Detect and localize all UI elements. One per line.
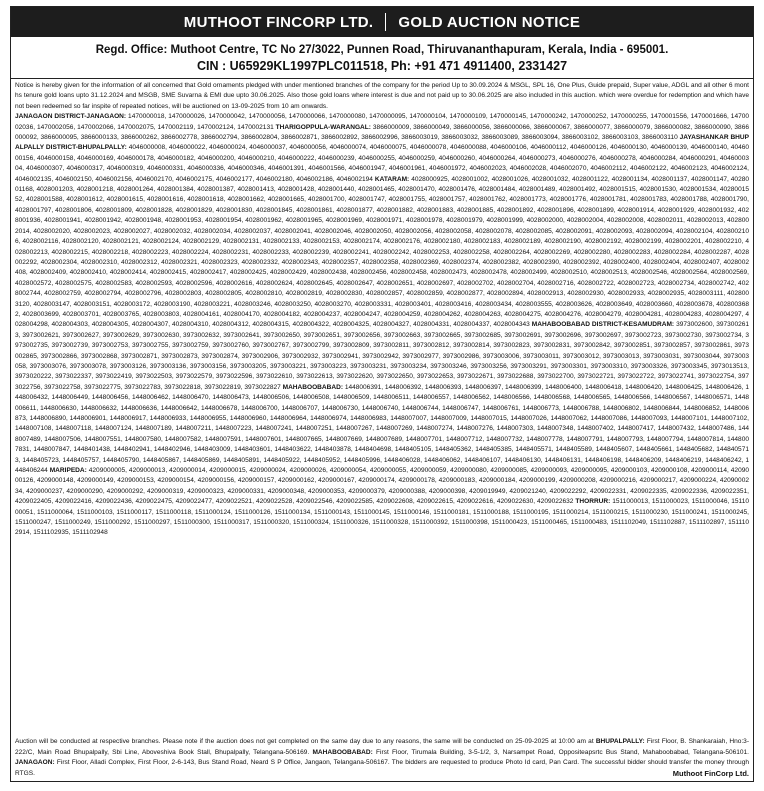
- notice-title: GOLD AUCTION NOTICE: [398, 13, 581, 31]
- auction-notice: [10, 6, 754, 782]
- auction-footer: [15, 737, 749, 779]
- notice-body: [11, 79, 753, 539]
- loan-list: 1511000013, 1511000023, 1511000046, 1511000051, 1511000064, 1511000103, 1511000117, 1511000118, 1511000124, 1511000126, 1511000134, 1511000143, 1511000145, 1511000146, 1511000181, 1511000188, 1511000195, 1511000214, 1511000215, 1511000230, 1511000241, 1511000245, 1511000247, 1511000249, 1511000292, 1511000297, 1511000300, 1511000317, 1511000320, 1511000324, 1511000326, 1511000328, 1511000392, 1511000398, 1511000423, 1511000465, 1511000483, 1511102049, 1511102887, 1511102897, 1511102914, 1511102935, 1511102948: [15, 498, 749, 537]
- intro-paragraph: Notice is hereby given for the information of all concerned that Gold ornaments pledged with under mentioned branches of the company for the period Up to 30.09.2024 & MSGL, SPL 16, One Plus, Guide prepaid, Super value, ADGL and all other 6 months tenure gold loans upto 31.12.2024 and MSGB, SME Suvarna & EMI due upto 30.06.2025. Also those gold loans where interest is due and not paid up to 30.06.2025 are also included in this auction. which were overdue for redemption and which have not been redeemed so far inspite of repeated notices, will be auctioned on 13-09-2025 from 10 am onwards.: [15, 82, 749, 110]
- branch-heading: THORRUR:: [575, 498, 611, 506]
- district-heading: JAYASHANKAR BHUPALPALLY DISTRICT-BHUPALPALLY:: [15, 134, 749, 152]
- cin-phone: CIN : U65929KL1997PLC011518, Ph: +91 471 4911400, 2331427: [196, 59, 568, 73]
- loan-list: 4046000008, 4046000022, 4046000024, 4046000037, 4046000056, 4046000074, 4046000075, 4046000078, 4046000088, 4046000106, 4046000112, 4046000126, 4046000130, 4046000139, 4046000140, 4046000156, 4046000158, 4046000169, 4046000178, 4046000182, 4046000200, 4046000210, 4046000222, 4046000239, 4046000255, 4046000259, 4046000260, 4046000264, 4046000273, 4046000276, 4046000278, 4046000284, 4046000291, 4046000304, 4046000307, 4046000317, 4046000319, 4046000331, 4046000336, 4046000346, 4046001391, 4046001566, 4046001947, 4046001961, 4046001972, 4046002023, 4046002028, 4046002070, 4046002112, 4046002122, 4046002123, 4046002124, 4046002135, 4046002150, 4046002156, 4046002170, 4046002175, 4046002177, 4046002180, 4046002186, 4046002194: [15, 144, 750, 183]
- loan-list: 4209000005, 4209000013, 4209000014, 4209000015, 4209000024, 4209000026, 4209000054, 4209000055, 4209000059, 4209000080, 4209000085, 4209000093, 4209000095, 4209000103, 4209000108, 4209000114, 4209000126, 4209000148, 4209000149, 4209000153, 4209000154, 4209000156, 4209000157, 4209000162, 4209000167, 4209000174, 4209000178, 4209000183, 4209000184, 4209000199, 4209000208, 4209000216, 4209000217, 4209000224, 4209000234, 4209000237, 4209000290, 4209000292, 4209000319, 4209000323, 4209000331, 4209000348, 4209000353, 4209000379, 4209000388, 4209000398, 4209019949, 4209021240, 4209022292, 4209022331, 4209022335, 4209022336, 4209022351, 4209022405, 4209022416, 4209022436, 4209022475, 4209022477, 4209022521, 4209022528, 4209022546, 4209022585, 4209022608, 4209022615, 4209022616, 4209022630, 4209022632: [15, 467, 749, 506]
- venue-name: JANAGAON:: [15, 759, 55, 767]
- loan-list: 3866000009, 3866000049, 3866000056, 3866000066, 3866000067, 3866000077, 3866000079, 3866000082, 3866000090, 3866000092, 3866000095, 3866000133, 3866000262, 3866002778, 3866002794, 3866002804, 3866002871, 3866002892, 3866002996, 3866003019, 3866003032, 3866003089, 3866003094, 3866003102, 3866003103, 3866003110: [15, 123, 749, 142]
- loan-list: 4028000925, 4028001002, 4028001026, 4028001032, 4028001122, 4028001134, 4028001137, 4028001147, 4028001168, 4028001203, 4028001218, 4028001264, 4028001384, 4028001387, 4028001413, 4028001428, 4028001440, 4028001465, 4028001470, 4028001476, 4028001484, 4028001489, 4028001492, 4028001515, 4028001530, 4028001534, 4028001552, 4028001588, 4028001612, 4028001615, 4028001616, 4028001618, 4028001662, 4028001665, 4028001700, 4028001747, 4028001755, 4028001757, 4028001762, 4028001773, 4028001776, 4028001781, 4028001783, 4028001788, 4028001790, 4028001797, 4028001806, 4028001809, 4028001828, 4028001829, 4028001830, 4028001845, 4028001861, 4028001877, 4028001882, 4028001883, 4028001885, 4028001892, 4028001896, 4028001899, 4028001914, 4028001929, 4028001932, 4028001936, 4028001941, 4028001942, 4028001948, 4028001953, 4028001954, 4028001962, 4028001965, 4028001969, 4028001971, 4028001978, 4028001979, 4028001999, 4028002000, 4028002004, 4028002008, 4028002011, 4028002013, 4028002014, 4028002020, 4028002023, 4028002027, 4028002032, 4028002034, 4028002037, 4028002041, 4028002046, 4028002050, 4028002056, 4028002058, 4028002078, 4028002085, 4028002091, 4028002093, 4028002094, 4028002104, 4028002106, 4028002116, 4028002120, 4028002121, 4028002124, 4028002129, 4028002131, 4028002133, 4028002153, 4028002174, 4028002176, 4028002180, 4028002183, 4028002189, 4028002190, 4028002192, 4028002199, 4028002201, 4028002210, 4028002213, 4028002215, 4028002218, 4028002223, 4028002224, 4028002231, 4028002233, 4028002239, 4028002241, 4028002242, 4028002253, 4028002258, 4028002264, 4028002269, 4028002280, 4028002283, 4028002284, 4028002287, 4028002292, 4028002304, 4028002310, 4028002312, 4028002321, 4028002323, 4028002332, 4028002343, 4028002357, 4028002358, 4028002369, 4028002374, 4028002382, 4028002390, 4028002392, 4028002400, 4028002404, 4028002407, 4028002408, 4028002409, 4028002410, 4028002414, 4028002415, 4028002417, 4028002425, 4028002429, 4028002438, 4028002456, 4028002458, 4028002473, 4028002478, 4028002499, 4028002510, 4028002513, 4028002546, 4028002564, 4028002569, 4028002572, 4028002575, 4028002583, 4028002593, 4028002596, 4028002616, 4028002624, 4028002645, 4028002647, 4028002651, 4028002697, 4028002702, 4028002704, 4028002716, 4028002722, 4028002723, 4028002734, 4028002742, 4028002744, 4028002759, 4028002794, 4028002796, 4028002803, 4028002805, 4028002810, 4028002819, 4028002830, 4028002857, 4028002859, 4028002877, 4028002894, 4028002913, 4028002930, 4028002933, 4028002935, 4028003111, 4028003120, 4028003147, 4028003151, 4028003172, 4028003190, 4028003221, 4028003246, 4028003250, 4028003270, 4028003331, 4028003401, 4028003416, 4028003434, 4028003555, 4028003626, 4028003649, 4028003660, 4028003678, 4028003682, 4028003699, 4028003701, 4028003765, 4028003803, 4028004161, 4028004170, 4028004182, 4028004237, 4028004247, 4028004259, 4028004262, 4028004263, 4028004275, 4028004276, 4028004279, 4028004281, 4028004283, 4028004297, 4028004298, 4028004303, 4028004305, 4028004307, 4028004310, 4028004312, 4028004315, 4028004322, 4028004325, 4028004327, 4028004331, 4028004337, 4028004343: [15, 175, 749, 329]
- loan-list: 1448006391, 1448006392, 1448006393, 1448006397, 1448006399, 1448006400, 1448006418, 1448006420, 1448006425, 1448006426, 1448006432, 1448006449, 1448006456, 1448006462, 1448006470, 1448006473, 1448006506, 1448006508, 1448006509, 1448006511, 1448006557, 1448006562, 1448006566, 1448006568, 1448006565, 1448006566, 1448006567, 1448006571, 1448006611, 1448006630, 1448006632, 1448006636, 1448006642, 1448006678, 1448006700, 1448006707, 1448006730, 1448006740, 1448006744, 1448006747, 1448006761, 1448006773, 1448006788, 1448006802, 1448006844, 1448006852, 1448006873, 1448006890, 1448006901, 1448006917, 1448006933, 1448006955, 1448006960, 1448006964, 1448006974, 1448006983, 1448007007, 1448007009, 1448007015, 1448007026, 1448007062, 1448007086, 1448007093, 1448007101, 1448007102, 1448007108, 1448007118, 1448007124, 1448007189, 1448007211, 1448007223, 1448007241, 1448007251, 1448007267, 1448007269, 1448007274, 1448007276, 1448007303, 1448007348, 1448007402, 1448007417, 1448007432, 1448007486, 1448007489, 1448007506, 1448007551, 1448007580, 1448007582, 1448007591, 1448007601, 1448007665, 1448007669, 1448007689, 1448007701, 1448007712, 1448007732, 1448007778, 1448007791, 1448007793, 1448007794, 1448007814, 1448007831, 1448007847, 1448401438, 1448402941, 1448402946, 1448403009, 1448403601, 1448403622, 1448403878, 1448404698, 1448405105, 1448405362, 1448405385, 1448405571, 1448405589, 1448405607, 1448405661, 1448405682, 1448405713, 1448405723, 1448405757, 1448405790, 1448405867, 1448405869, 1448405891, 1448405922, 1448405952, 1448405996, 1448406028, 1448406062, 1448406107, 1448406130, 1448406131, 1448406198, 1448406209, 1448406219, 1448406242, 1448406244: [15, 383, 749, 475]
- venue-address: First Floor, Alladi Complex, First Floor, 2-6-143, Bus Stand Road, Neard S P Office, Jangaon, Telangana-506167. The bidders are requested to produce Photo Id card, Pan Card. The successful bidder should transfer the money through RTGS.: [15, 759, 749, 777]
- venue-name: BHUPALPALLY:: [595, 738, 645, 746]
- district-heading: MAHABOOBABAD:: [282, 383, 343, 391]
- company-name: MUTHOOT FINCORP LTD.: [183, 13, 374, 31]
- title-banner: [11, 7, 753, 37]
- venue-address: First Floor, Tirumala Building, 3-5-1/2, 3, Narsampet Road, Oppositeapsrtc Bus Stand, Mahaboobabad, Telangana-506101.: [376, 748, 749, 756]
- loan-list: 1470000018, 1470000026, 1470000042, 1470000056, 1470000066, 1470000080, 1470000095, 1470000104, 1470000109, 1470000145, 1470000242, 1470000252, 1470000255, 1470001556, 1470001666, 1470002036, 1470002056, 1470002066, 1470002075, 1470002119, 1470002124, 1470002131: [15, 113, 750, 131]
- footer-lead: Auction will be conducted at respective branches. Please note if the auction does not get completed on the same day due to any reasons, the same will be conducted on 25-09-2025 at 10:00 am at: [15, 738, 594, 746]
- loan-list: 3973002600, 3973002613, 3973002621, 3973002627, 3973002629, 3973002630, 3973002632, 3973002641, 3973002650, 3973002651, 3973002656, 3973002663, 3973002665, 3973002685, 3973002691, 3973002696, 3973002697, 3973002723, 3973002730, 3973002734, 3973002735, 3973002739, 3973002753, 3973002755, 3973002759, 3973002760, 3973002767, 3973002799, 3973002809, 3973002811, 3973002812, 3973002814, 3973002823, 3973002831, 3973002842, 3973002851, 3973002857, 3973002861, 3973002865, 3973002866, 3973002868, 3973002871, 3973002873, 3973002874, 3973002906, 3973002932, 3973002941, 3973002942, 3973002977, 3973002986, 3973003006, 3973003011, 3973003012, 3973003013, 3973003031, 3973003044, 3973003058, 3973003076, 3973003078, 3973003126, 3973003136, 3973003156, 3973003205, 3973003221, 3973003223, 3973003231, 3973003234, 3973003246, 3973003256, 3973003291, 3973003301, 3973003310, 3973003326, 3973003345, 3973013513, 3973020222, 3973022337, 3973022419, 3973022503, 3973022579, 3973022596, 3973022610, 3973022613, 3973022620, 3973022650, 3973022653, 3973022671, 3973022688, 3973022700, 3973022721, 3973022722, 3973022741, 3973022754, 3973022756, 3973022758, 3973022775, 3973022783, 3973022818, 3973022819, 3973022827: [15, 321, 750, 391]
- branch-heading: MARIPEDA:: [49, 467, 87, 475]
- district-heading: MAHABOOBABAD DISTRICT-KESAMUDRAM:: [531, 321, 675, 329]
- signature: Muthoot FinCorp Ltd.: [672, 768, 749, 778]
- venue-address: First Floor, B. Shankaraiah, Hno:3-222/C, Main Road Bhupalpally, Sbi Line, Aboveshiva Book Stall, Bhupalpally, Telangana-506169.: [15, 738, 750, 756]
- district-heading: JANAGAON DISTRICT-JANAGAON:: [15, 113, 127, 121]
- branch-heading: KATARAM:: [374, 175, 410, 183]
- venue-name: MAHABOOBABAD:: [312, 748, 373, 756]
- registered-office: Regd. Office: Muthoot Centre, TC No 27/3022, Punnen Road, Thiruvananthapuram, Kerala, India - 695001.: [95, 44, 669, 56]
- title-divider: [385, 13, 386, 31]
- branch-heading: THARIGOPPULA-WARANGAL:: [275, 123, 371, 131]
